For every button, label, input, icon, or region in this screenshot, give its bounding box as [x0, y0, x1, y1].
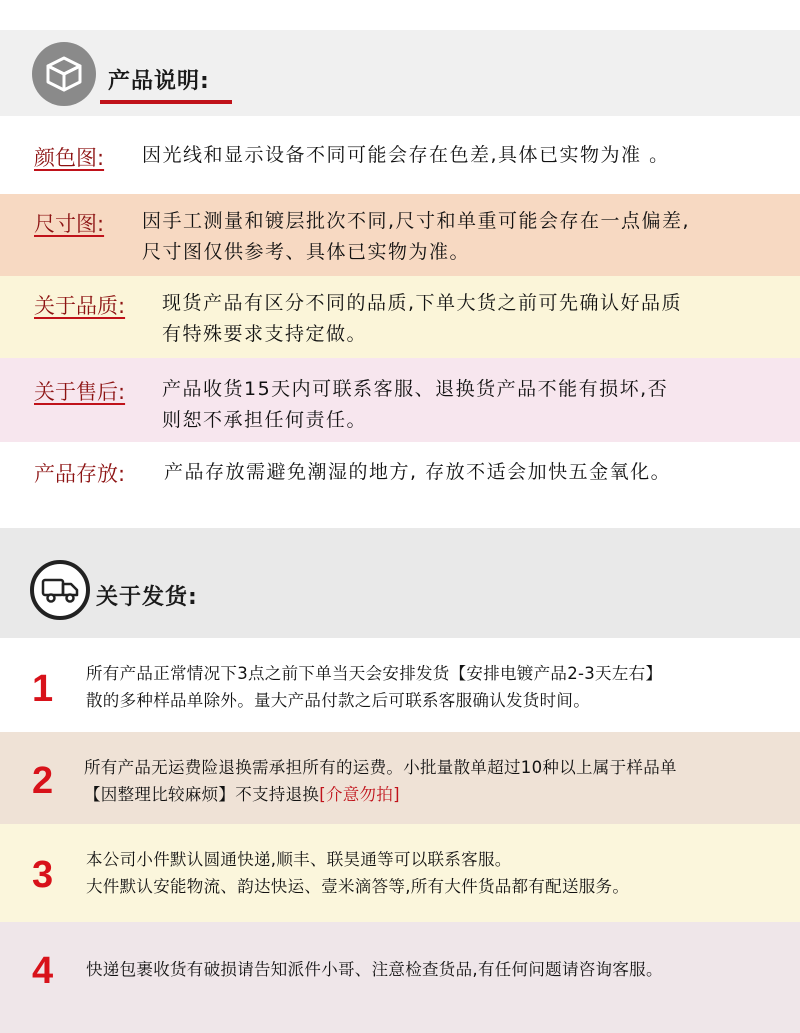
row-text: 因光线和显示设备不同可能会存在色差,具体已实物为准 。	[142, 144, 670, 166]
item-text: 本公司小件默认圆通快递,顺丰、联昊通等可以联系客服。 大件默认安能物流、韵达快运、壹米滴答等,所有大件货品都有配送服务。	[86, 850, 630, 896]
box-icon	[32, 42, 96, 106]
item-number: 1	[32, 668, 54, 710]
row-label: 关于售后:	[34, 380, 126, 404]
top-strip	[0, 0, 800, 30]
storage-note-row	[0, 442, 800, 528]
shipping-item	[0, 824, 800, 922]
row-label: 颜色图:	[34, 146, 105, 170]
title-underline	[100, 100, 232, 104]
mind-tag: [介意勿拍]	[319, 785, 400, 804]
after-sales-note-row	[0, 358, 800, 442]
row-label: 关于品质:	[34, 294, 126, 318]
shipping-item	[0, 922, 800, 1033]
item-number: 4	[32, 950, 54, 992]
shipping-header	[0, 528, 800, 638]
shipping-item	[0, 732, 800, 824]
row-text: 产品存放需避免潮湿的地方, 存放不适会加快五金氧化。	[164, 461, 672, 483]
color-note-row	[0, 116, 800, 194]
item-text: 所有产品无运费险退换需承担所有的运费。小批量散单超过10种以上属于样品单 【因整理比较麻烦】不支持退换[介意勿拍]	[84, 758, 677, 804]
row-label: 产品存放:	[34, 462, 126, 486]
row-text: 因手工测量和镀层批次不同,尺寸和单重可能会存在一点偏差, 尺寸图仅供参考、具体已实物为准。	[142, 210, 691, 263]
item-number: 3	[32, 854, 54, 896]
row-text: 产品收货15天内可联系客服、退换货产品不能有损坏,否 则恕不承担任何责任。	[162, 378, 669, 431]
shipping-item	[0, 638, 800, 732]
truck-icon	[30, 560, 90, 620]
product-description-title: 产品说明:	[108, 69, 210, 94]
quality-note-row	[0, 276, 800, 358]
item-text: 所有产品正常情况下3点之前下单当天会安排发货【安排电镀产品2-3天左右】 散的多种样品单除外。量大产品付款之后可联系客服确认发货时间。	[86, 664, 663, 710]
size-note-row	[0, 194, 800, 276]
item-text: 快递包裹收货有破损请告知派件小哥、注意检查货品,有任何问题请咨询客服。	[86, 960, 663, 979]
product-description-header	[0, 30, 800, 116]
shipping-title: 关于发货:	[96, 585, 198, 610]
row-label: 尺寸图:	[34, 212, 105, 236]
item-number: 2	[32, 760, 54, 802]
row-text: 现货产品有区分不同的品质,下单大货之前可先确认好品质 有特殊要求支持定做。	[162, 292, 683, 345]
